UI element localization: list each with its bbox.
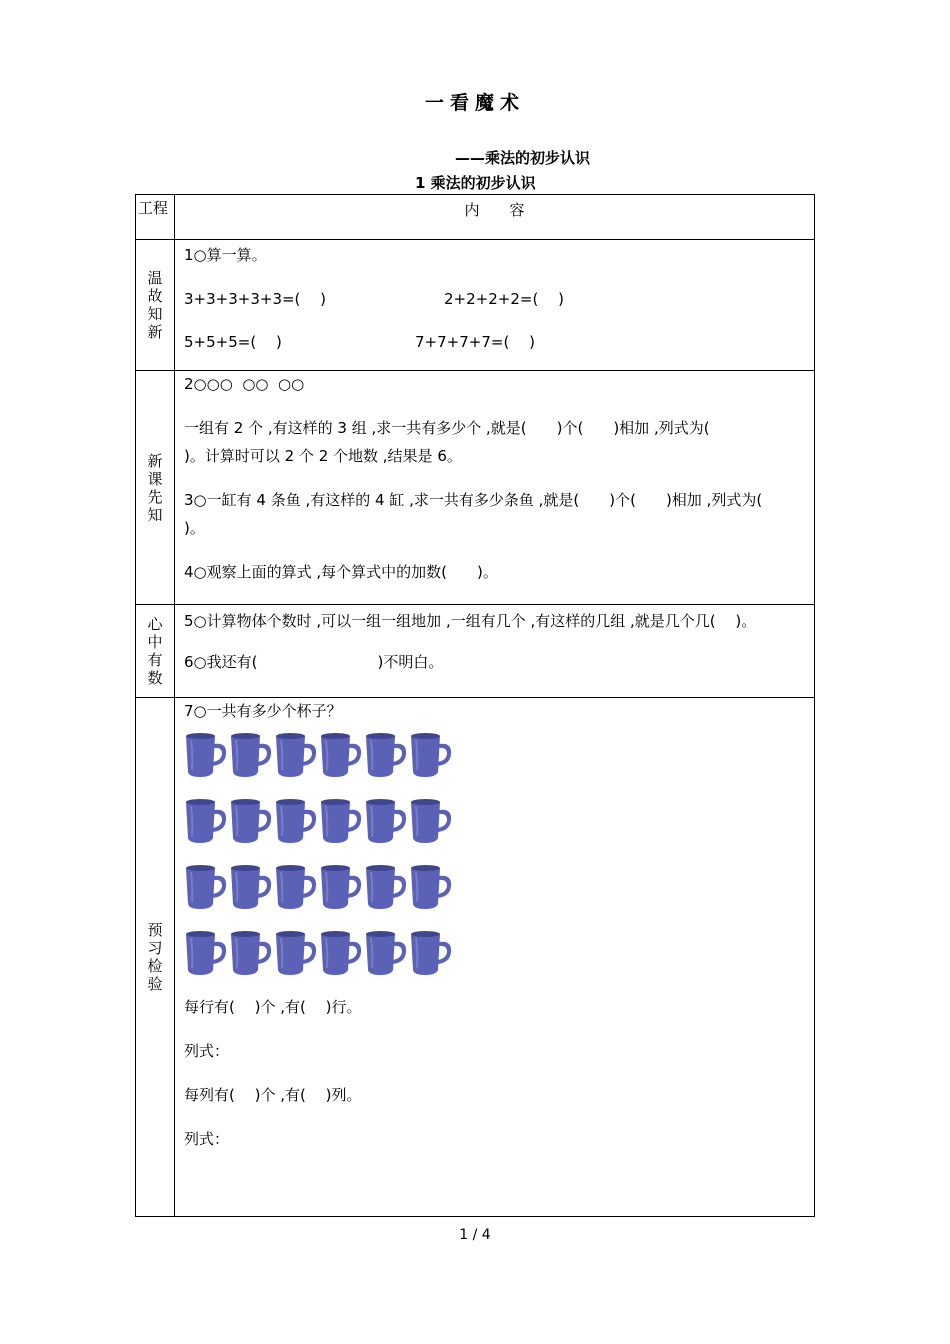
section-content-mind <box>175 605 815 698</box>
cup-row <box>184 798 810 844</box>
cup-icon <box>229 732 274 778</box>
cup-icon <box>184 930 229 976</box>
table-row <box>136 698 815 1217</box>
table-row <box>136 240 815 371</box>
q7-formula-2: 列式： <box>184 1130 230 1148</box>
cup-icon <box>184 798 229 844</box>
q1-b: 2+2+2+2=( ) <box>444 290 564 308</box>
section-label-mind: 心 中 有 数 <box>136 605 175 698</box>
section-label-preview: 新 课 先 知 <box>136 371 175 605</box>
cup-row <box>184 864 810 910</box>
table-row <box>136 371 815 605</box>
header-content: 内 容 <box>175 195 815 240</box>
q5-text: 5○计算物体个数时 ,可以一组一组地加 ,一组有几个 ,有这样的几组 ,就是几个几( )。 <box>184 612 757 630</box>
cup-icon <box>229 798 274 844</box>
section-label-review: 温 故 知 新 <box>136 240 175 371</box>
q3-line-2: )。 <box>184 519 205 537</box>
cup-grid <box>184 732 810 976</box>
subtitle: ——乘法的初步认识 <box>455 149 591 167</box>
cup-icon <box>409 732 454 778</box>
cup-icon <box>274 930 319 976</box>
q4-text: 4○观察上面的算式 ,每个算式中的加数( )。 <box>184 563 498 581</box>
cup-row <box>184 732 810 778</box>
lesson-title: 1 乘法的初步认识 <box>415 174 536 192</box>
cup-icon <box>274 864 319 910</box>
page-number: 1 / 4 <box>459 1227 491 1243</box>
cup-icon <box>184 864 229 910</box>
cup-icon <box>229 930 274 976</box>
table-row <box>136 605 815 698</box>
cup-icon <box>229 864 274 910</box>
cup-icon <box>274 732 319 778</box>
cup-icon <box>364 732 409 778</box>
cup-icon <box>409 930 454 976</box>
cup-icon <box>409 798 454 844</box>
cup-icon <box>274 798 319 844</box>
q2-line-2: )。计算时可以 2 个 2 个地数 ,结果是 6。 <box>184 447 462 465</box>
header-project: 工程 <box>136 195 175 240</box>
q2-title: 2○○○ ○○ ○○ <box>184 375 305 393</box>
cup-icon <box>364 930 409 976</box>
cup-icon <box>409 864 454 910</box>
cup-icon <box>319 798 364 844</box>
q7-formula-1: 列式： <box>184 1042 230 1060</box>
cup-icon <box>319 930 364 976</box>
lesson-table <box>135 194 815 1217</box>
q1-row-2 <box>184 310 810 354</box>
q7-each-col: 每列有( )个 ,有( )列。 <box>184 1086 362 1104</box>
section-content-check <box>175 698 815 1217</box>
q2-line-1: 一组有 2 个 ,有这样的 3 组 ,求一共有多少个 ,就是( )个( )相加 ,列式为( <box>184 419 710 437</box>
cup-row <box>184 930 810 976</box>
table-header-row <box>136 195 815 240</box>
cup-icon <box>319 732 364 778</box>
q1-c: 5+5+5=( ) <box>184 333 282 351</box>
cup-icon <box>319 864 364 910</box>
section-label-check: 预 习 检 验 <box>136 698 175 1217</box>
q1-a: 3+3+3+3+3=( ) <box>184 290 327 308</box>
q1-title: 1○算一算。 <box>184 246 267 264</box>
cup-icon <box>364 864 409 910</box>
q7-title: 7○一共有多少个杯子？ <box>184 702 342 720</box>
section-content-preview <box>175 371 815 605</box>
q1-row-1 <box>184 266 810 310</box>
q6-text: 6○我还有( )不明白。 <box>184 653 444 671</box>
q3-line-1: 3○一缸有 4 条鱼 ,有这样的 4 缸 ,求一共有多少条鱼 ,就是( )个( )相加 ,列式为( <box>184 491 763 509</box>
cup-icon <box>184 732 229 778</box>
q1-d: 7+7+7+7=( ) <box>415 333 535 351</box>
cup-icon <box>364 798 409 844</box>
section-content-review <box>175 240 815 371</box>
page-title: 一看魔术 <box>424 92 525 114</box>
q7-each-row: 每行有( )个 ,有( )行。 <box>184 998 362 1016</box>
